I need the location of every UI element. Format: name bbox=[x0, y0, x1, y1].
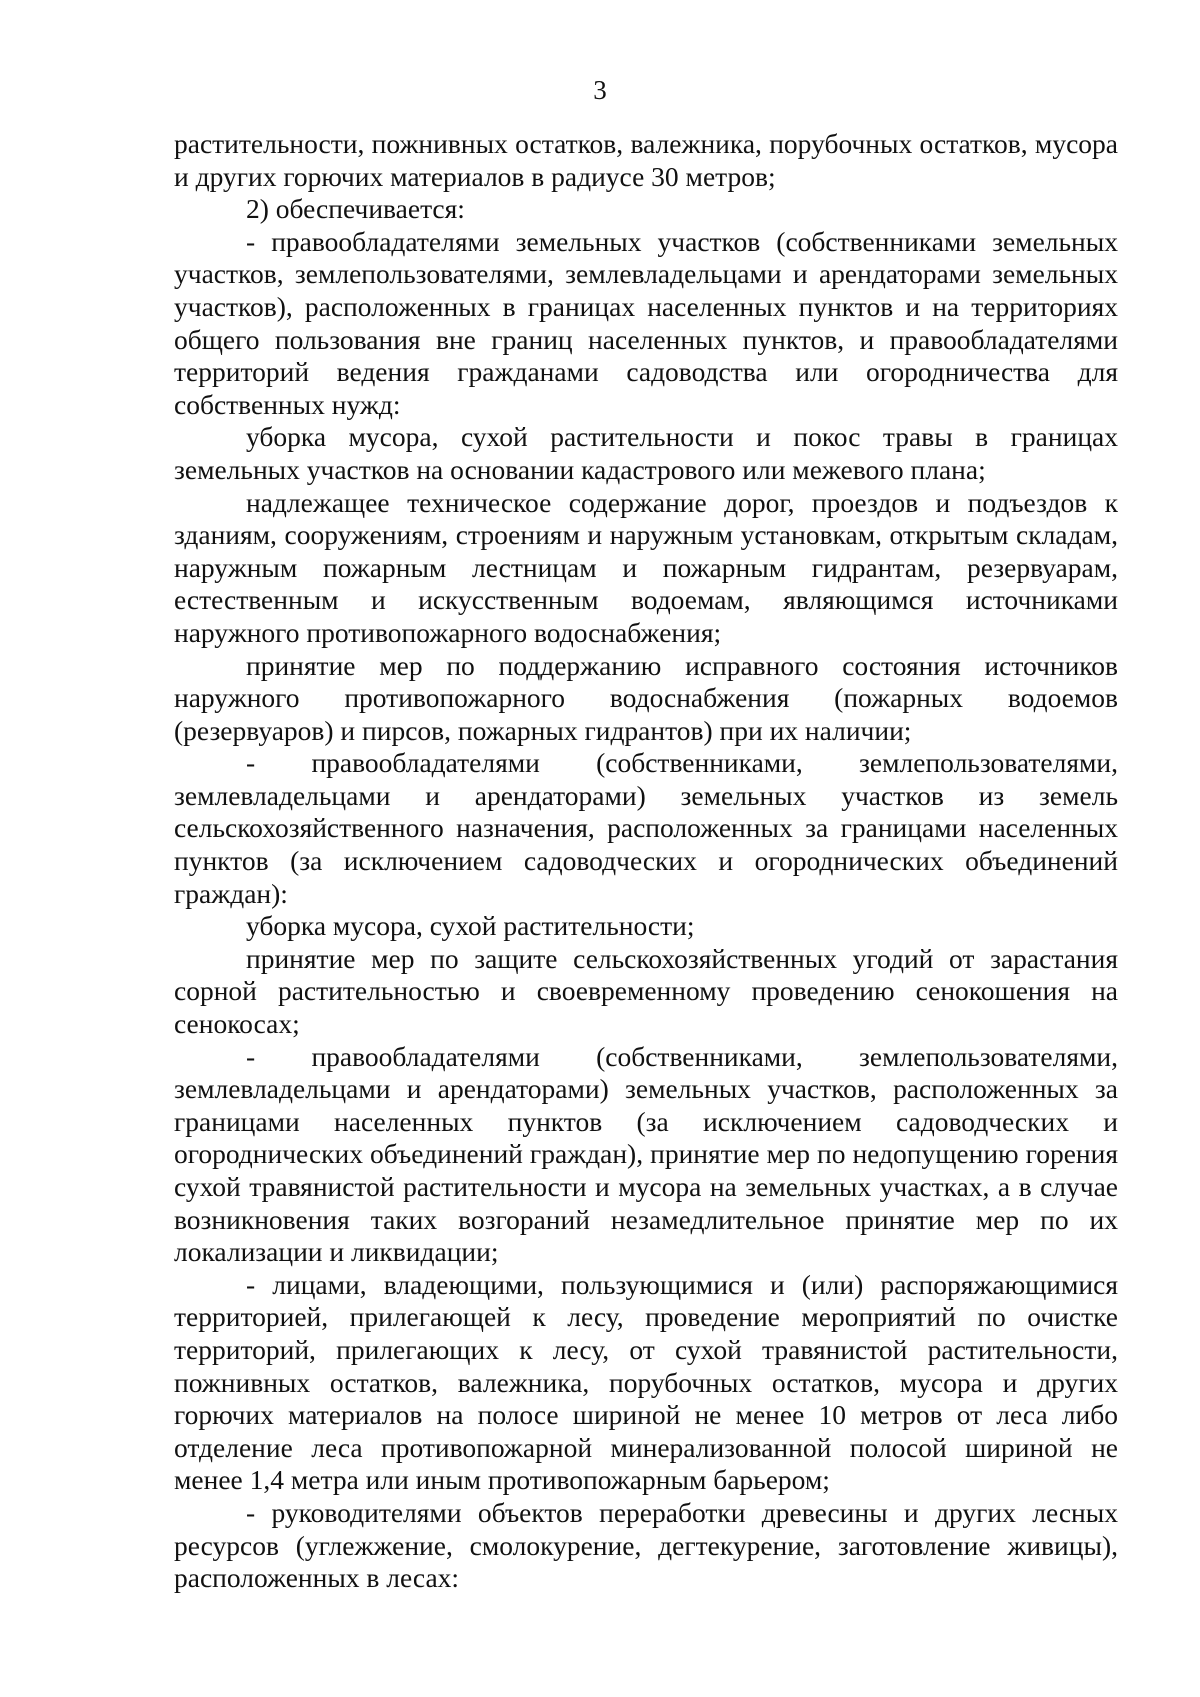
paragraph-dry-vegetation-removal: уборка мусора, сухой растительности; bbox=[246, 910, 695, 942]
paragraph-wood-processing: - руководителями объектов переработки древесины и других лесных ресурсов (углежжение, смолокурение, дегтекурение, заготовление живицы), расположенных в лесах: bbox=[174, 1496, 1118, 1594]
paragraph-forest-adjacent: - лицами, владеющими, пользующимися и (или) распоряжающимися территорией, прилегающей к лесу, проведение мероприятий по очистке территорий, прилегающих к лесу, от сухой травянистой растительности, пожнивных остатков, валежника, порубочных остатков, мусора и других горючих материалов на полосе шириной не менее 10 метров от леса либо отделение леса противопожарной минерализованной полосой шириной не менее 1,4 метра или иным противопожарным барьером; bbox=[174, 1268, 1118, 1496]
page-number: 3 bbox=[593, 75, 607, 105]
document-body bbox=[174, 128, 1118, 1595]
paragraph-water-sources: принятие мер по поддержанию исправного состояния источников наружного противопожарного водоснабжения (пожарных водоемов (резервуаров) и пирсов, пожарных гидрантов) при их наличии; bbox=[174, 649, 1118, 746]
paragraph-item-2: 2) обеспечивается: bbox=[246, 193, 465, 225]
paragraph-landowners-settlements: - правообладателями земельных участков (собственниками земельных участков, землепользователями, землевладельцами и арендаторами земельных участков), расположенных в границах населенных пунктов и на территориях общего пользования вне границ населенных пунктов, и правообладателями территорий ведения гражданами садоводства или огородничества для собственных нужд: bbox=[174, 225, 1118, 420]
paragraph-continuation: растительности, пожнивных остатков, валежника, порубочных остатков, мусора и других горючих материалов в радиусе 30 метров; bbox=[174, 128, 1118, 192]
paragraph-road-maintenance: надлежащее техническое содержание дорог, проездов и подъездов к зданиям, сооружениям, строениям и наружным установкам, открытым складам, наружным пожарным лестницам и пожарным гидрантам, резервуарам, естественным и искусственным водоемам, являющимся источниками наружного противопожарного водоснабжения; bbox=[174, 486, 1118, 648]
paragraph-haymaking: принятие мер по защите сельскохозяйственных угодий от зарастания сорной растительностью и своевременному проведению сенокошения на сенокосах; bbox=[174, 942, 1118, 1040]
paragraph-fire-prevention: - правообладателями (собственниками, землепользователями, землевладельцами и арендаторами) земельных участков, расположенных за границами населенных пунктов (за исключением садоводческих и огороднических объединений граждан), принятие мер по недопущению горения сухой травянистой растительности и мусора на земельных участках, а в случае возникновения таких возгораний незамедлительное принятие мер по их локализации и ликвидации; bbox=[174, 1040, 1118, 1268]
paragraph-agricultural-landowners: - правообладателями (собственниками, землепользователями, землевладельцами и арендаторами) земельных участков из земель сельскохозяйственного назначения, расположенных за границами населенных пунктов (за исключением садоводческих и огороднических объединений граждан): bbox=[174, 747, 1118, 909]
paragraph-debris-removal: уборка мусора, сухой растительности и покос травы в границах земельных участков на основании кадастрового или межевого плана; bbox=[174, 421, 1118, 485]
